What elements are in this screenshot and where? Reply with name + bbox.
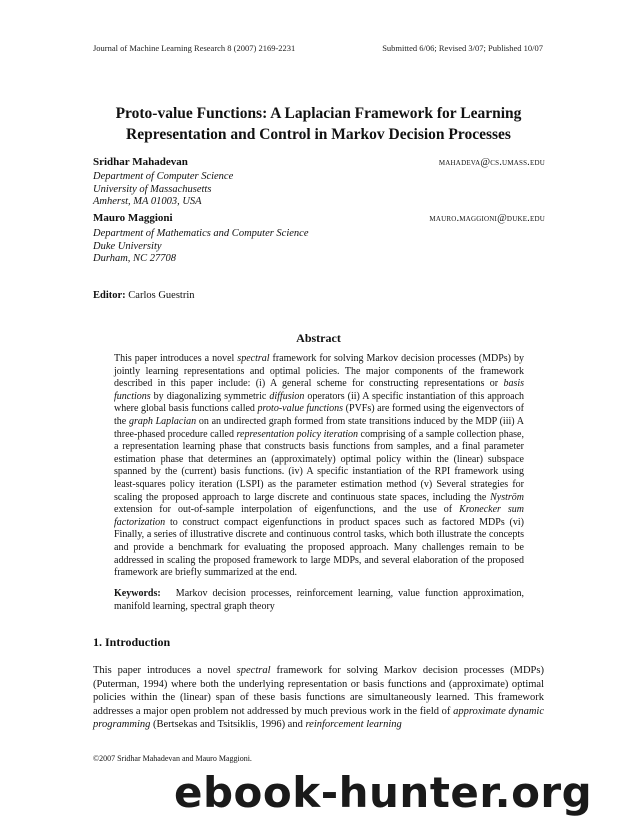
- author-affiliation-2: [93, 228, 309, 266]
- watermark: ebook-hunter.org: [174, 768, 593, 817]
- abstract-run: framework for solving Markov decision processes (MDPs) by jointly learning representations and optimal policies. The major components of the framework described in this paper include: (i) A general scheme for constructing representations or: [114, 353, 525, 390]
- abstract-run: basis functions: [114, 378, 524, 402]
- abstract-run: diffusion: [269, 390, 305, 402]
- intro-run: (Bertsekas and Tsitsiklis, 1996) and: [150, 719, 306, 731]
- intro-run: approximate dynamic programming: [93, 705, 544, 731]
- affiliation-line: Department of Computer Science: [93, 171, 234, 182]
- intro-run: reinforcement learning: [305, 719, 402, 731]
- section-heading: [93, 635, 170, 650]
- submission-dates: Submitted 6/06; Revised 3/07; Published 10/07: [382, 43, 543, 53]
- abstract-run: on an undirected graph formed from state transitions induced by the MDP (iii) A three-phased procedure called: [114, 415, 524, 440]
- affiliation-line: Duke University: [93, 240, 162, 252]
- keywords: [114, 588, 524, 613]
- affiliation-line: Durham, NC 27708: [93, 253, 176, 264]
- abstract-run: by diagonalizing symmetric: [150, 390, 270, 402]
- editor-name: Carlos Guestrin: [128, 290, 195, 301]
- journal-header: Journal of Machine Learning Research 8 (2007) 2169-2231: [93, 43, 296, 53]
- abstract-run: This paper introduces a novel: [114, 353, 238, 364]
- affiliation-line: Department of Mathematics and Computer Science: [93, 228, 309, 239]
- section-title: Introduction: [105, 635, 171, 649]
- author-name-1: Sridhar Mahadevan: [93, 156, 188, 168]
- abstract-heading: Abstract: [296, 331, 341, 345]
- abstract-run: representation policy iteration: [236, 428, 359, 440]
- introduction-text: [93, 664, 544, 732]
- abstract-run: proto-value functions: [257, 403, 344, 415]
- abstract-run: Nyström: [490, 491, 524, 503]
- author-email-2: mauro.maggioni@duke.edu: [429, 213, 545, 224]
- copyright-footnote: ©2007 Sridhar Mahadevan and Mauro Maggioni.: [93, 754, 252, 763]
- abstract-run: to construct compact eigenfunctions in product spaces such as factored MDPs (vi) Finally, a series of illustrative discrete and continuous control tasks, which both illustrate the concepts and provide a benchmark for evaluating the proposed approach. Many challenges remain to be addressed in scaling the proposed framework to large MDPs, and several elaboration of the proposed framework are briefly summarized at the end.: [114, 516, 524, 579]
- paper-title: [60, 103, 577, 145]
- abstract-run: graph Laplacian: [128, 415, 197, 427]
- intro-run: spectral: [236, 665, 271, 676]
- affiliation-line: University of Massachusetts: [93, 183, 212, 195]
- keywords-text: Markov decision processes, reinforcement learning, value function approximation, manifold learning, spectral graph theory: [114, 588, 525, 612]
- abstract-run: extension for out-of-sample interpolation of eigenfunctions, and the use of: [114, 504, 460, 516]
- abstract-run: (PVFs) are formed using the eigenvectors of the: [114, 403, 525, 427]
- intro-run: This paper introduces a novel: [93, 665, 237, 676]
- intro-run: framework for solving Markov decision processes (MDPs) (Puterman, 1994) where both the underlying representation or basis functions and (approximate) optimal policies within the (linear) span of these basis functions are simultaneously learned. This framework addresses a major open problem not addressed by much previous work in the field of: [93, 665, 544, 717]
- title-line-2: Representation and Control in Markov Decision Processes: [126, 126, 511, 143]
- abstract-run: operators (ii) A specific instantiation of this approach where global basis functions called: [114, 390, 525, 415]
- editor-line: [93, 290, 195, 301]
- author-name-2: Mauro Maggioni: [93, 212, 173, 224]
- author-email-1: mahadeva@cs.umass.edu: [438, 157, 545, 168]
- section-number: 1.: [93, 635, 102, 649]
- affiliation-line: Amherst, MA 01003, USA: [93, 196, 202, 207]
- keywords-label: Keywords:: [114, 588, 161, 599]
- author-affiliation-1: [93, 171, 233, 209]
- abstract-run: comprising of a sample collection phase, a representation learning phase that constructs basis functions from samples, and a final parameter estimation phase that determines an (approximately) optimal policy within the (linear) subspace spanned by the (current) basis functions. (iv) A specific instantiation of the RPI framework using least-squares policy iteration (LSPI) as the parameter estimation method (v) Several strategies for scaling the proposed approach to large discrete and continuous state spaces, including the: [114, 428, 524, 503]
- title-line-1: Proto-value Functions: A Laplacian Framework for Learning: [115, 105, 522, 122]
- abstract-text: [114, 353, 524, 580]
- abstract-run: Kronecker sum factorization: [114, 504, 524, 528]
- abstract-run: spectral: [237, 353, 270, 364]
- editor-label: Editor:: [93, 290, 126, 301]
